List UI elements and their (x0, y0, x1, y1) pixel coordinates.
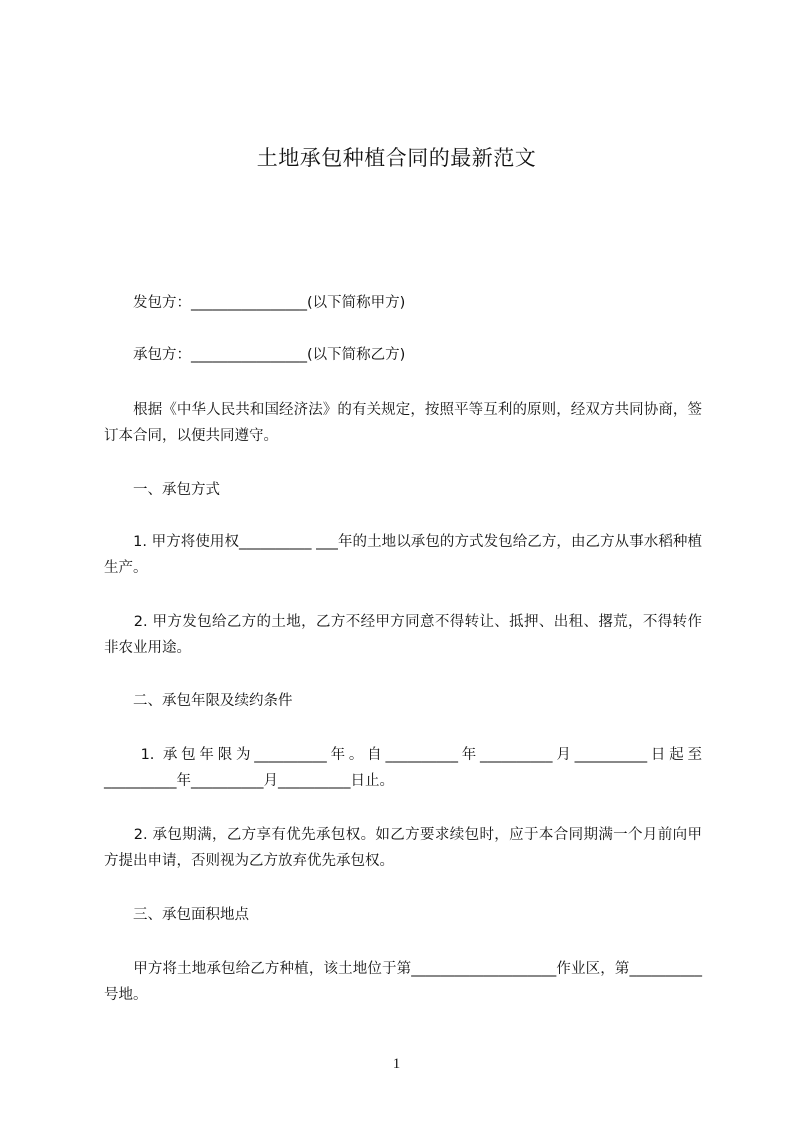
section-heading-3: 三、承包面积地点 (104, 907, 249, 923)
clause-1-2: 2. 甲方发包给乙方的土地，乙方不经甲方同意不得转让、抵押、出租、撂荒，不得转作非农业用途。 (104, 614, 702, 656)
clause-1-1: 1. 甲方将使用权__________ ___年的土地以承包的方式发包给乙方，由乙方从事水稻种植生产。 (104, 534, 702, 576)
document-title: 土地承包种植合同的最新范文 (256, 146, 537, 170)
party-b-line: 承包方：________________(以下简称乙方) (104, 347, 406, 363)
clause-3: 甲方将土地承包给乙方种植，该土地位于第____________________作业区，第__________号地。 (104, 961, 702, 1003)
preamble-paragraph: 根据《中华人民共和国经济法》的有关规定，按照平等互利的原则，经双方共同协商，签订本合同，以便共同遵守。 (104, 402, 702, 444)
clause-2-2: 2. 承包期满，乙方享有优先承包权。如乙方要求续包时，应于本合同期满一个月前向甲方提出申请，否则视为乙方放弃优先承包权。 (104, 827, 702, 869)
section-heading-1: 一、承包方式 (104, 482, 220, 498)
party-a-line: 发包方：________________(以下简称甲方) (104, 295, 406, 311)
clause-2-1: 1. 承包年限为__________年。自__________年__________月__________日起至__________年__________月__________日止。 (104, 747, 702, 789)
section-heading-2: 二、承包年限及续约条件 (104, 693, 293, 709)
page-number: 1 (392, 1056, 401, 1072)
